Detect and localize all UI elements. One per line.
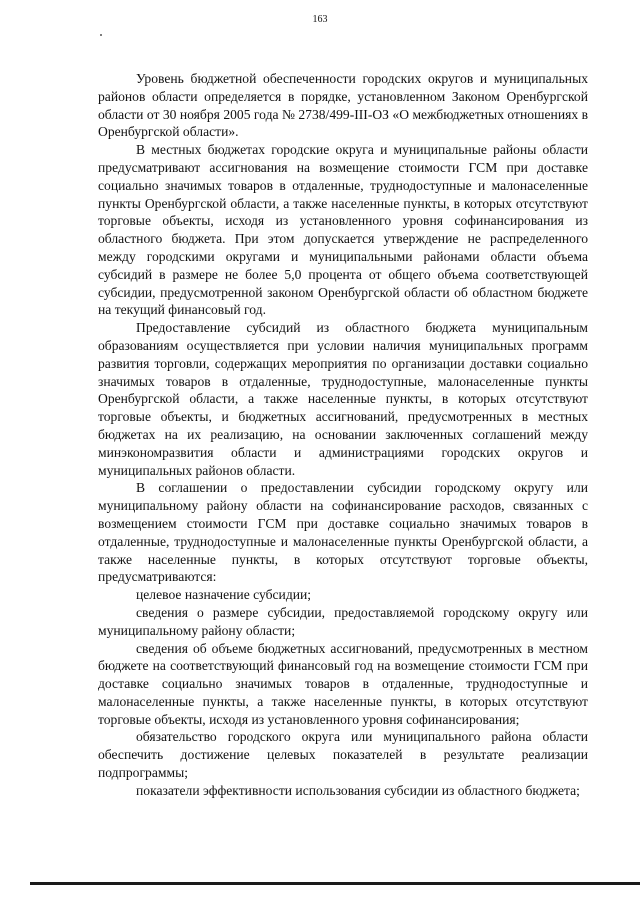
list-item: показатели эффективности использования субсидии из областного бюджета;	[136, 782, 580, 798]
page-bottom-rule	[30, 882, 640, 885]
list-item: целевое назначение субсидии;	[136, 587, 312, 603]
list-item: обязательство городского округа или муниципального района области обеспечить достижение целевых показателей в результате реализации подпрограммы;	[98, 729, 588, 781]
paragraph: В местных бюджетах городские округа и муниципальные районы области предусматривают ассигнования на возмещение стоимости ГСМ при доставке социально значимых товаров в отдаленные, труднодоступные и малонаселенные пункты Оренбургской области, а также населенные пункты, в которых отсутствуют торговые объекты, исходя из установленного уровня софинансирования из областного бюджета. При этом допускается утверждение не распределенного между городскими округами и муниципальными районами области объема субсидий в размере не более 5,0 процента от общего объема соответствующей субсидии, предусмотренной законом Оренбургской области об областном бюджете на текущий финансовый год.	[98, 142, 588, 318]
paragraph: Предоставление субсидий из областного бюджета муниципальным образованиям осуществляется при условии наличия муниципальных программ развития торговли, содержащих мероприятия по организации доставки социально значимых товаров в отдаленные, труднодоступные, малонаселенные пункты Оренбургской области, а также населенные пункты, в которых отсутствуют торговые объекты, и бюджетных ассигнований, предусмотренных в местных бюджетах на их реализацию, на основании заключенных соглашений между минэкономразвития области и администрациями городских округов и муниципальных районов области.	[98, 320, 588, 478]
paragraph: В соглашении о предоставлении субсидии городскому округу или муниципальному району области на софинансирование расходов, связанных с возмещением стоимости ГСМ при доставке социально значимых товаров в отдаленные, труднодоступные и малонаселенные пункты Оренбургской области, а также населенные пункты, в которых отсутствуют торговые объекты, предусматриваются:	[98, 480, 588, 585]
list-item: сведения об объеме бюджетных ассигнований, предусмотренных в местном бюджете на соответствующий финансовый год на возмещение стоимости ГСМ при доставке социально значимых товаров в отдаленные, труднодоступные и малонаселенные пункты, а также населенные пункты, в которых отсутствуют торговые объекты, исходя из установленного уровня софинансирования;	[98, 640, 588, 727]
paragraph: Уровень бюджетной обеспеченности городских округов и муниципальных районов области определяется в порядке, установленном Законом Оренбургской области от 30 ноября 2005 года № 2738/499-III-ОЗ «О межбюджетных отношениях в Оренбургской области».	[98, 71, 588, 140]
page-number: 163	[312, 14, 328, 25]
document-body	[98, 70, 588, 800]
scan-artifact	[100, 34, 102, 36]
list-item: сведения о размере субсидии, предоставляемой городскому округу или муниципальному району области;	[98, 604, 588, 638]
